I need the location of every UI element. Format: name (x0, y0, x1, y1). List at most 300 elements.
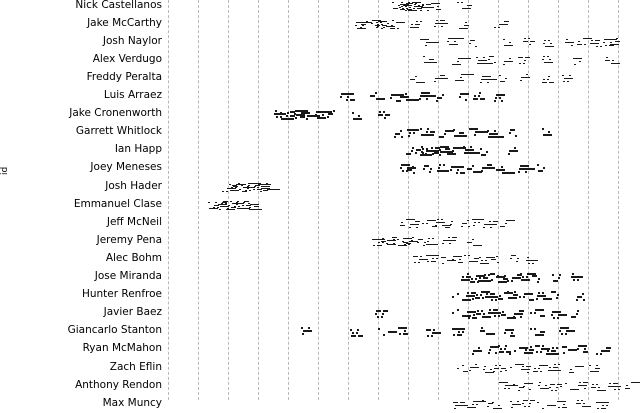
data-point (438, 167, 440, 169)
data-point (435, 23, 444, 25)
data-point (486, 151, 488, 153)
data-point (563, 81, 565, 83)
data-point (491, 259, 496, 261)
data-point (507, 291, 509, 293)
data-point (416, 21, 418, 23)
data-point (249, 190, 251, 192)
data-point (434, 81, 436, 83)
data-point (534, 312, 536, 314)
data-point (303, 330, 308, 332)
data-point (501, 166, 503, 168)
data-point (505, 370, 507, 372)
data-point (578, 276, 583, 278)
data-point (484, 274, 486, 276)
data-point (458, 58, 467, 60)
data-point (579, 61, 581, 63)
data-point (467, 220, 469, 222)
data-point (236, 202, 238, 204)
data-point (603, 42, 605, 44)
data-point (437, 97, 442, 99)
data-point (426, 255, 435, 257)
data-point (396, 100, 401, 102)
data-point (591, 40, 593, 42)
data-point (538, 278, 540, 280)
data-point (551, 314, 553, 316)
data-point (529, 349, 534, 351)
data-point (456, 172, 458, 174)
data-point (526, 366, 531, 368)
data-point (346, 99, 348, 101)
data-point (457, 293, 459, 295)
data-point (548, 370, 557, 372)
data-point (511, 280, 513, 282)
data-point (557, 401, 566, 403)
data-point (340, 96, 342, 98)
data-point (462, 223, 467, 225)
data-point (534, 368, 536, 370)
data-point (215, 202, 217, 204)
data-point (578, 385, 587, 387)
data-point (519, 296, 521, 298)
data-point (247, 186, 249, 188)
data-point (613, 383, 618, 385)
data-point (468, 226, 470, 228)
data-point (280, 112, 282, 114)
data-point (521, 369, 530, 371)
data-point (508, 153, 510, 155)
data-point (560, 386, 562, 388)
data-point (413, 256, 418, 258)
data-point (465, 99, 467, 101)
data-point (482, 167, 491, 169)
data-point (553, 280, 558, 282)
data-point (494, 62, 496, 64)
series-row (168, 359, 640, 377)
data-point (524, 383, 529, 385)
data-point (499, 97, 501, 99)
data-point (465, 149, 470, 151)
data-point (524, 293, 533, 295)
data-point (596, 384, 598, 386)
y-tick-label: Anthony Rendon (75, 378, 162, 391)
data-point (609, 383, 611, 385)
data-point (481, 310, 483, 312)
data-point (516, 261, 518, 263)
series-row (168, 159, 640, 177)
data-point (544, 62, 549, 64)
data-point (548, 76, 550, 78)
data-point (514, 313, 523, 315)
data-point (523, 41, 528, 43)
data-point (468, 255, 470, 257)
data-point (222, 191, 224, 193)
data-point (275, 110, 277, 112)
data-point (452, 328, 461, 330)
data-point (356, 332, 358, 334)
data-point (471, 278, 473, 280)
data-point (433, 329, 435, 331)
data-point (469, 128, 474, 130)
data-point (423, 56, 425, 58)
y-tick-label: Freddy Peralta (86, 70, 162, 83)
data-point (618, 389, 620, 391)
data-point (377, 24, 379, 26)
data-point (458, 331, 460, 333)
data-point (517, 401, 519, 403)
data-point (426, 329, 431, 331)
data-point (452, 64, 457, 66)
data-point (489, 221, 491, 223)
data-point (454, 41, 456, 43)
data-point (308, 327, 310, 329)
data-point (536, 298, 538, 300)
data-point (577, 310, 579, 312)
y-tick-label: Luis Arraez (103, 89, 162, 101)
data-point (466, 295, 475, 297)
series-row (168, 123, 640, 141)
data-point (492, 402, 494, 404)
data-point (520, 165, 525, 167)
data-point (500, 226, 505, 228)
data-point (523, 63, 525, 65)
data-point (525, 171, 527, 173)
data-point (483, 313, 485, 315)
data-point (475, 131, 484, 133)
data-point (425, 134, 434, 136)
data-point (473, 98, 478, 100)
data-point (551, 390, 553, 392)
data-point (484, 63, 493, 65)
y-tick-label: Jake Cronenworth (69, 107, 162, 120)
data-point (485, 260, 487, 262)
data-point (499, 295, 501, 297)
data-point (484, 366, 486, 368)
data-point (249, 209, 258, 211)
data-point (606, 405, 608, 407)
data-point (361, 24, 366, 26)
data-point (417, 242, 419, 244)
data-point (400, 167, 402, 169)
data-point (596, 365, 598, 367)
data-point (487, 82, 489, 84)
data-point (470, 281, 475, 283)
data-point (542, 59, 544, 61)
data-point (217, 207, 219, 209)
data-point (472, 298, 474, 300)
data-point (341, 93, 346, 95)
data-point (241, 185, 243, 187)
data-point (370, 95, 375, 97)
data-point (530, 312, 532, 314)
data-point (388, 331, 397, 333)
data-point (461, 226, 463, 228)
data-point (260, 191, 262, 193)
data-point (474, 222, 476, 224)
data-point (545, 46, 550, 48)
data-point (566, 330, 575, 332)
data-point (472, 239, 474, 241)
data-point (379, 111, 381, 113)
data-point (414, 262, 416, 264)
data-point (474, 95, 476, 97)
data-point (495, 365, 497, 367)
data-point (515, 135, 517, 137)
data-point (406, 99, 415, 101)
data-point (543, 298, 552, 300)
y-tick-label: Jose Miranda (94, 270, 162, 282)
data-point (301, 327, 303, 329)
data-point (424, 165, 429, 167)
series-row (168, 286, 640, 304)
data-point (431, 147, 433, 149)
data-point (596, 353, 598, 355)
data-point (261, 186, 266, 188)
data-point (577, 296, 582, 298)
data-point (487, 130, 489, 132)
data-point (410, 224, 419, 226)
data-point (503, 64, 505, 66)
data-point (242, 205, 244, 207)
data-point (552, 274, 554, 276)
data-point (511, 407, 513, 409)
data-point (423, 168, 425, 170)
data-point (442, 263, 444, 265)
data-point (501, 314, 506, 316)
data-point (406, 219, 415, 221)
data-point (467, 311, 476, 313)
data-point (392, 20, 394, 22)
data-point (432, 238, 434, 240)
data-point (460, 172, 465, 174)
data-point (387, 244, 396, 246)
data-point (542, 408, 544, 410)
data-point (426, 42, 435, 44)
data-point (577, 44, 582, 46)
data-point (445, 148, 450, 150)
data-point (528, 263, 530, 265)
data-point (566, 39, 568, 41)
data-point (453, 256, 462, 258)
data-point (281, 118, 286, 120)
data-point (473, 225, 475, 227)
data-point (382, 313, 384, 315)
data-point (416, 82, 425, 84)
data-point (404, 330, 406, 332)
data-point (545, 385, 547, 387)
data-point (565, 42, 574, 44)
data-point (219, 209, 221, 211)
data-point (421, 7, 430, 9)
data-point (576, 403, 581, 405)
data-point (529, 389, 531, 391)
data-point (387, 23, 389, 25)
data-point (472, 404, 474, 406)
data-point (400, 225, 405, 227)
data-point (453, 402, 458, 404)
data-point (510, 258, 512, 260)
data-point (470, 146, 472, 148)
data-point (409, 132, 411, 134)
data-point (551, 291, 556, 293)
data-point (601, 350, 610, 352)
data-point (564, 78, 569, 80)
data-point (383, 310, 388, 312)
data-point (489, 56, 494, 58)
y-tick-label: Alex Verdugo (92, 52, 162, 65)
data-point (459, 28, 468, 30)
data-point (431, 335, 433, 337)
data-point (490, 293, 495, 295)
data-point (514, 291, 516, 293)
data-point (584, 388, 586, 390)
data-point (550, 43, 552, 45)
data-point (447, 240, 456, 242)
data-point (590, 43, 599, 45)
data-point (520, 316, 522, 318)
data-point (596, 402, 605, 404)
data-point (450, 224, 452, 226)
data-point (547, 350, 549, 352)
data-point (503, 39, 505, 41)
data-point (457, 334, 462, 336)
data-point (596, 46, 598, 48)
series-row (168, 196, 640, 214)
data-point (436, 9, 441, 11)
data-point (573, 58, 582, 60)
data-point (430, 131, 435, 133)
data-point (522, 403, 524, 405)
data-point (401, 136, 403, 138)
series-row (168, 51, 640, 69)
data-point (487, 406, 489, 408)
data-point (465, 22, 467, 24)
data-point (472, 317, 477, 319)
data-point (444, 170, 449, 172)
data-point (459, 259, 461, 261)
data-point (490, 227, 492, 229)
data-point (608, 386, 617, 388)
data-point (559, 274, 561, 276)
data-point (237, 208, 242, 210)
data-point (488, 352, 490, 354)
data-point (393, 243, 395, 245)
data-point (563, 352, 565, 354)
data-point (583, 351, 588, 353)
data-point (462, 331, 464, 333)
data-point (435, 225, 437, 227)
data-point (572, 273, 574, 275)
data-point (473, 314, 475, 316)
data-point (540, 371, 542, 373)
data-point (510, 367, 512, 369)
data-point (543, 43, 545, 45)
data-point (452, 312, 454, 314)
data-point (383, 111, 385, 113)
data-point (406, 153, 411, 155)
data-point (402, 241, 404, 243)
data-point (540, 331, 545, 333)
data-point (372, 239, 381, 241)
y-tick-label: Giancarlo Stanton (67, 324, 162, 337)
data-point (376, 27, 378, 29)
data-point (419, 98, 421, 100)
data-point (504, 21, 509, 23)
data-point (481, 327, 483, 329)
data-point (378, 328, 380, 330)
data-point (480, 294, 482, 296)
data-point (509, 353, 511, 355)
data-point (567, 81, 569, 83)
data-point (470, 367, 475, 369)
data-point (301, 112, 306, 114)
data-point (228, 205, 230, 207)
data-point (494, 27, 496, 29)
data-point (529, 299, 534, 301)
data-point (410, 79, 415, 81)
data-point (385, 114, 390, 116)
data-point (475, 364, 477, 366)
data-point (423, 245, 425, 247)
data-point (542, 345, 544, 347)
data-point (426, 223, 428, 225)
data-point (610, 44, 619, 46)
data-point (448, 237, 450, 239)
data-point (539, 382, 541, 384)
data-point (409, 227, 411, 229)
data-point (373, 245, 375, 247)
data-point (441, 219, 443, 221)
data-point (482, 316, 491, 318)
data-point (457, 169, 459, 171)
data-point (549, 367, 551, 369)
data-point (543, 167, 545, 169)
series-row (168, 250, 640, 268)
data-point (601, 408, 606, 410)
data-point (382, 238, 384, 240)
data-point (479, 277, 481, 279)
data-point (514, 147, 516, 149)
data-point (463, 371, 468, 373)
data-point (568, 349, 577, 351)
data-point (538, 292, 540, 294)
data-point (574, 64, 576, 66)
series-row (168, 395, 640, 413)
data-point (414, 129, 419, 131)
data-point (394, 136, 396, 138)
data-point (500, 371, 502, 373)
data-point (563, 404, 565, 406)
data-point (549, 387, 551, 389)
data-point (357, 329, 359, 331)
data-point (530, 41, 535, 43)
data-point (403, 5, 408, 7)
data-point (481, 154, 486, 156)
data-point (549, 82, 554, 84)
data-point (509, 150, 514, 152)
data-point (266, 183, 268, 185)
data-point (441, 26, 443, 28)
data-point (425, 45, 427, 47)
data-point (504, 348, 506, 350)
data-point (540, 351, 542, 353)
data-point (464, 25, 469, 27)
data-point (509, 132, 511, 134)
data-point (436, 258, 438, 260)
data-point (519, 63, 521, 65)
data-point (513, 384, 515, 386)
data-point (390, 97, 392, 99)
data-point (559, 330, 561, 332)
